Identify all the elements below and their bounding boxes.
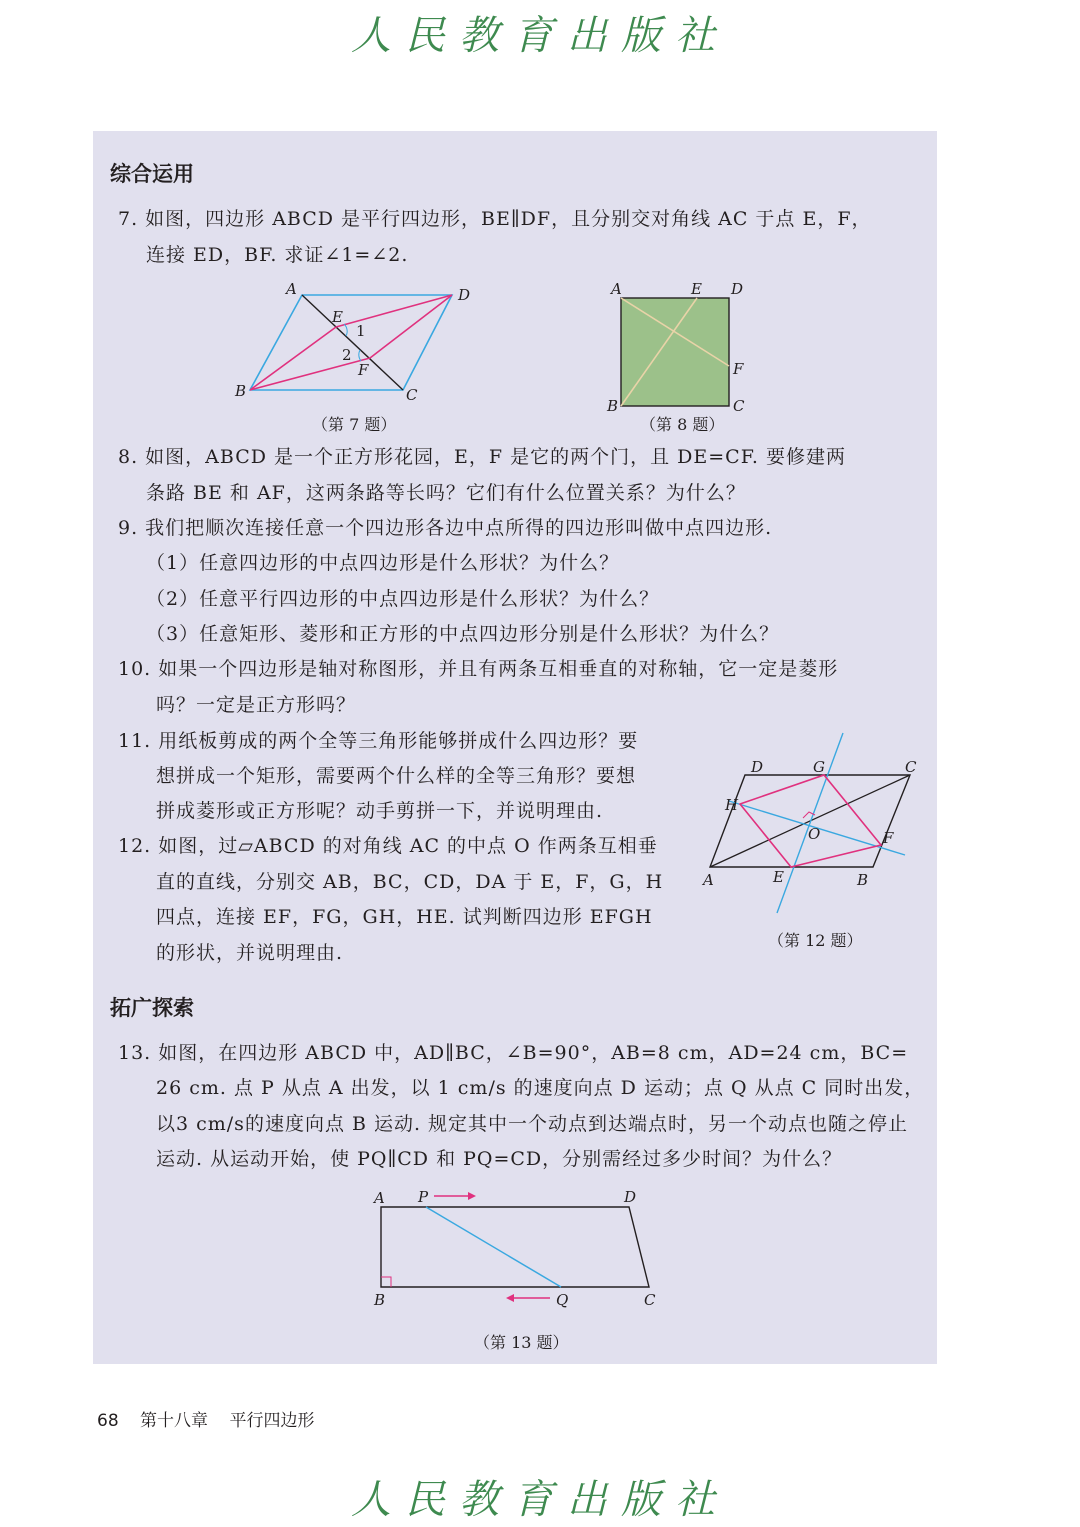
fig13-right-angle-mark xyxy=(381,1277,391,1287)
figure-13 xyxy=(360,1185,680,1325)
fig13-trapezoid xyxy=(381,1207,649,1287)
fig7-caption: （第 7 题） xyxy=(312,415,397,434)
q12-line1: 12. 如图，过▱ABCD 的对角线 AC 的中点 O 作两条互相垂 xyxy=(118,835,658,857)
fig13-label-a: A xyxy=(374,1189,385,1207)
fig13-segment-pq xyxy=(426,1207,561,1287)
fig7-label-b: B xyxy=(235,382,247,400)
q12-line3: 四点，连接 EF，FG，GH，HE. 试判断四边形 EFGH xyxy=(156,906,653,928)
publisher-logo-bottom: 人民教育出版社 xyxy=(351,1477,729,1523)
fig13-label-c: C xyxy=(644,1291,656,1309)
figure-12 xyxy=(695,725,935,925)
fig8-label-f: F xyxy=(733,360,744,378)
fig13-arrow-p-icon xyxy=(468,1192,476,1200)
fig7-label-angle2: 2 xyxy=(342,346,352,364)
fig7-label-f: F xyxy=(358,361,369,379)
fig7-parallelogram xyxy=(250,295,452,390)
chapter-title: 平行四边形 xyxy=(229,1411,315,1431)
fig8-label-c: C xyxy=(733,397,745,415)
fig8-square-garden xyxy=(621,298,729,406)
q13-line1: 13. 如图，在四边形 ABCD 中，AD∥BC，∠B=90°，AB=8 cm，AD=24 cm，BC= xyxy=(118,1042,909,1064)
fig13-label-q: Q xyxy=(556,1291,569,1309)
q13-line3: 以3 cm/s的速度向点 B 运动. 规定其中一个动点到达端点时，另一个动点也随之停止 xyxy=(156,1113,909,1135)
fig12-label-c: C xyxy=(905,758,917,776)
fig7-diagonal-ac xyxy=(302,295,403,390)
publisher-logo-top: 人民教育出版社 xyxy=(351,13,729,59)
figure-8 xyxy=(605,280,765,420)
q7-line2: 连接 ED，BF. 求证∠1=∠2. xyxy=(146,244,409,266)
fig8-label-d: D xyxy=(731,280,744,298)
fig7-line-ed xyxy=(336,295,452,327)
fig12-label-a: A xyxy=(703,871,714,889)
fig12-caption: （第 12 题） xyxy=(768,931,863,950)
fig8-label-a: A xyxy=(611,280,622,298)
fig13-arrow-q-icon xyxy=(506,1294,514,1302)
q11-line3: 拼成菱形或正方形呢？动手剪拼一下，并说明理由. xyxy=(156,800,604,822)
section-heading-apply: 综合运用 xyxy=(110,162,194,186)
fig12-label-e: E xyxy=(773,868,784,886)
fig7-label-c: C xyxy=(406,386,418,404)
page-number: 68 xyxy=(97,1411,119,1431)
q9-part1: （1）任意四边形的中点四边形是什么形状？为什么？ xyxy=(146,552,620,574)
fig7-line-df xyxy=(370,295,452,358)
fig7-line-bf xyxy=(250,358,370,390)
q13-line4: 运动. 从运动开始，使 PQ∥CD 和 PQ=CD，分别需经过多少时间？为什么？ xyxy=(156,1148,843,1170)
fig12-label-h: H xyxy=(725,796,739,814)
q12-line4: 的形状，并说明理由. xyxy=(156,942,344,964)
fig13-label-b: B xyxy=(374,1291,386,1309)
q12-line2: 直的直线，分别交 AB，BC，CD，DA 于 E，F，G，H xyxy=(156,871,664,893)
fig7-label-a: A xyxy=(286,280,297,298)
fig7-label-e: E xyxy=(332,308,343,326)
q11-line2: 想拼成一个矩形，需要两个什么样的全等三角形？要想 xyxy=(156,765,637,787)
fig13-label-p: P xyxy=(418,1188,429,1206)
q11-line1: 11. 用纸板剪成的两个全等三角形能够拼成什么四边形？要 xyxy=(118,730,639,752)
q9-part3: （3）任意矩形、菱形和正方形的中点四边形分别是什么形状？为什么？ xyxy=(146,623,780,645)
fig7-angle2-arc xyxy=(359,350,361,361)
q10-line1: 10. 如果一个四边形是轴对称图形，并且有两条互相垂直的对称轴，它一定是菱形 xyxy=(118,658,839,680)
fig12-label-d: D xyxy=(751,758,764,776)
q10-line2: 吗？一定是正方形吗？ xyxy=(156,694,357,716)
q13-line2: 26 cm. 点 P 从点 A 出发，以 1 cm/s 的速度向点 D 运动；点 Q 从点 C 同时出发， xyxy=(156,1077,925,1099)
page-footer xyxy=(97,1406,330,1431)
fig7-label-d: D xyxy=(458,286,471,304)
fig7-line-be xyxy=(250,327,336,390)
section-heading-explore: 拓广探索 xyxy=(110,996,194,1020)
q9-part2: （2）任意平行四边形的中点四边形是什么形状？为什么？ xyxy=(146,588,660,610)
fig7-label-angle1: 1 xyxy=(356,322,366,340)
fig12-label-o: O xyxy=(808,825,821,843)
q9-stem: 9. 我们把顺次连接任意一个四边形各边中点所得的四边形叫做中点四边形. xyxy=(118,517,773,539)
fig12-label-b: B xyxy=(857,871,869,889)
fig12-label-f: F xyxy=(883,829,894,847)
q7-line1: 7. 如图，四边形 ABCD 是平行四边形，BE∥DF，且分别交对角线 AC 于点 E，F， xyxy=(118,208,872,230)
fig8-label-b: B xyxy=(607,397,619,415)
fig12-line-eg xyxy=(777,733,843,913)
fig12-label-g: G xyxy=(813,758,825,776)
fig13-label-d: D xyxy=(624,1188,637,1206)
fig13-caption: （第 13 题） xyxy=(474,1333,569,1352)
fig8-caption: （第 8 题） xyxy=(640,415,725,434)
q8-line2: 条路 BE 和 AF，这两条路等长吗？它们有什么位置关系？为什么？ xyxy=(146,482,746,504)
q8-line1: 8. 如图，ABCD 是一个正方形花园，E，F 是它的两个门，且 DE=CF. 要修建两 xyxy=(118,446,847,468)
fig8-label-e: E xyxy=(691,280,702,298)
chapter-number: 第十八章 xyxy=(140,1411,209,1431)
